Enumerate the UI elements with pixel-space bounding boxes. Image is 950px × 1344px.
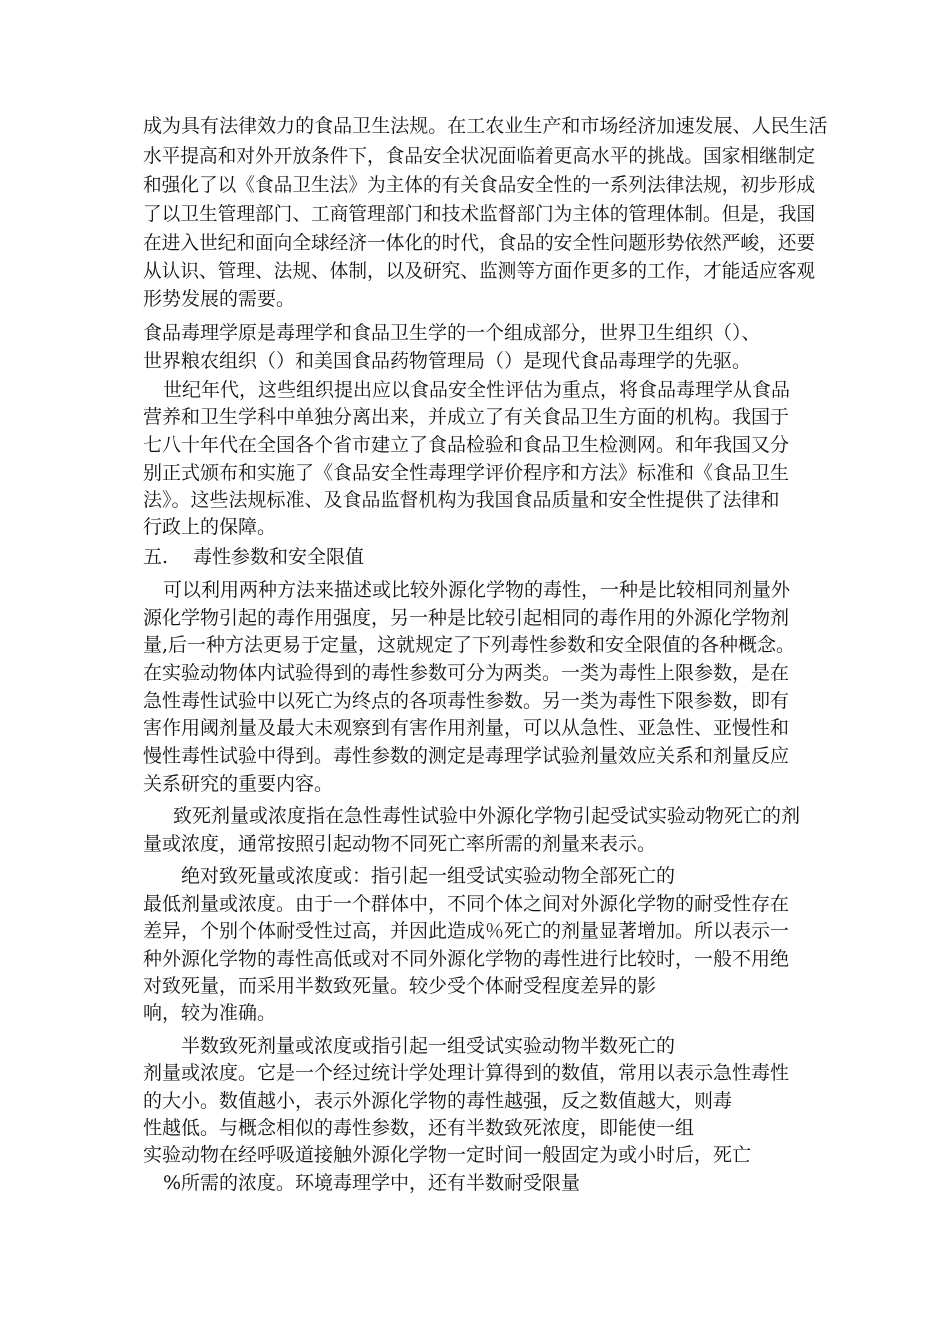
body-text-line: 营养和卫生学科中单独分离出来，并成立了有关食品卫生方面的机构。我国于 [143, 406, 790, 428]
body-text-line: 世界粮农组织（）和美国食品药物管理局（）是现代食品毒理学的先驱。 [143, 350, 752, 372]
body-text-line: 最低剂量或浓度。由于一个群体中，不同个体之间对外源化学物的耐受性存在 [143, 893, 790, 915]
body-text-line: 的大小。数值越小，表示外源化学物的毒性越强，反之数值越大，则毒 [143, 1090, 733, 1112]
body-text-line: 量或浓度，通常按照引起动物不同死亡率所需的剂量来表示。 [143, 833, 657, 855]
body-text-line: 了以卫生管理部门、工商管理部门和技术监督部门为主体的管理体制。但是，我国 [143, 203, 816, 225]
body-text-line: 剂量或浓度。它是一个经过统计学处理计算得到的数值，常用以表示急性毒性 [143, 1062, 790, 1084]
body-text-line: 致死剂量或浓度指在急性毒性试验中外源化学物引起受试实验动物死亡的剂 [173, 805, 801, 827]
body-text-line: 世纪年代，这些组织提出应以食品安全性评估为重点，将食品毒理学从食品 [163, 379, 791, 401]
body-text-line: 急性毒性试验中以死亡为终点的各项毒性参数。另一类为毒性下限参数，即有 [143, 690, 790, 712]
body-text-line: 水平提高和对外开放条件下，食品安全状况面临着更高水平的挑战。国家相继制定 [143, 145, 816, 167]
body-text-line: 实验动物在经呼吸道接触外源化学物一定时间一般固定为或小时后，死亡 [143, 1144, 752, 1166]
body-text-line: 性越低。与概念相似的毒性参数，还有半数致死浓度，即能使一组 [143, 1117, 695, 1139]
body-text-line: 在实验动物体内试验得到的毒性参数可分为两类。一类为毒性上限参数，是在 [143, 662, 790, 684]
body-text-line: %所需的浓度。环境毒理学中，还有半数耐受限量 [163, 1172, 581, 1194]
body-text-line: 法》。这些法规标准、及食品监督机构为我国食品质量和安全性提供了法律和 [143, 489, 780, 511]
body-text-line: 可以利用两种方法来描述或比较外源化学物的毒性，一种是比较相同剂量外 [163, 579, 791, 601]
body-text-line: 害作用阈剂量及最大未观察到有害作用剂量，可以从急性、亚急性、亚慢性和 [143, 717, 790, 739]
body-text-line: 关系研究的重要内容。 [143, 773, 334, 795]
body-text-line: 在进入世纪和面向全球经济一体化的时代，食品的安全性问题形势依然严峻，还要 [143, 232, 816, 254]
body-text-line: 形势发展的需要。 [143, 288, 296, 310]
body-text-line: 种外源化学物的毒性高低或对不同外源化学物的毒性进行比较时，一般不用绝 [143, 948, 790, 970]
body-text-line: 食品毒理学原是毒理学和食品卫生学的一个组成部分，世界卫生组织（）、 [143, 322, 761, 344]
section-title: 毒性参数和安全限值 [193, 546, 365, 568]
body-text-line: 差异，个别个体耐受性过高，并因此造成％死亡的剂量显著增加。所以表示一 [143, 920, 790, 942]
body-text-line: 绝对致死量或浓度或：指引起一组受试实验动物全部死亡的 [181, 865, 676, 887]
body-text-line: 响，较为准确。 [143, 1002, 277, 1024]
body-text-line: 对致死量，而采用半数致死量。较少受个体耐受程度差异的影 [143, 975, 657, 997]
body-text-line: 从认识、管理、法规、体制，以及研究、监测等方面作更多的工作，才能适应客观 [143, 260, 816, 282]
body-text-line: 源化学物引起的毒作用强度，另一种是比较引起相同的毒作用的外源化学物剂 [143, 607, 790, 629]
section-number: 五. [143, 546, 169, 568]
body-text-line: 和强化了以《食品卫生法》为主体的有关食品安全性的一系列法律法规，初步形成 [143, 174, 816, 196]
body-text-line: 成 为 具 有 法 律 效 力 的 食 品 卫 生 法 规 。 在 工 农 业 生 产 和 市 场 经 济 加 速 发 展 、 人 民 生 活 [143, 115, 828, 137]
body-text-line: 七八十年代在全国各个省市建立了食品检验和食品卫生检测网。和年我国又分 [143, 434, 790, 456]
body-text-line: 别正式颁布和实施了《食品安全性毒理学评价程序和方法》标准和《食品卫生 [143, 462, 790, 484]
body-text-line: 行政上的保障。 [143, 516, 277, 538]
body-text-line: 半数致死剂量或浓度或指引起一组受试实验动物半数死亡的 [181, 1035, 676, 1057]
body-text-line: 量,后一种方法更易于定量，这就规定了下列毒性参数和安全限值的各种概念。 [143, 634, 796, 656]
body-text-line: 慢性毒性试验中得到。毒性参数的测定是毒理学试验剂量效应关系和剂量反应 [143, 745, 790, 767]
